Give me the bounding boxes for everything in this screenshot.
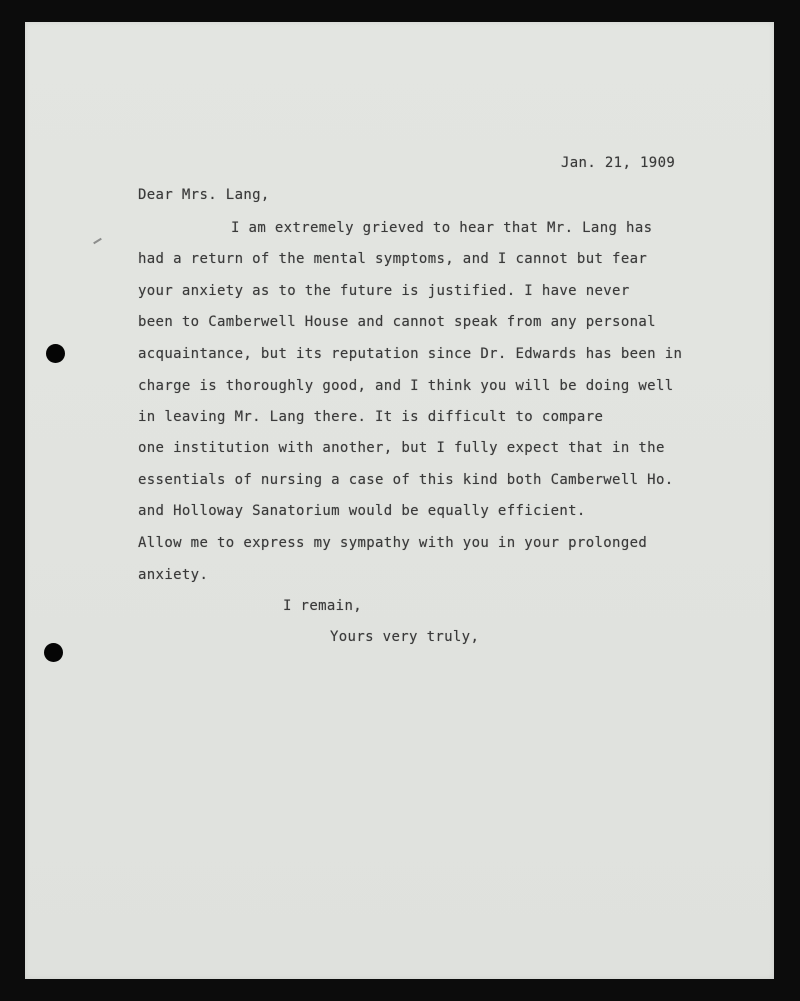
- body-line-4: been to Camberwell House and cannot speak from any personal: [138, 314, 656, 330]
- body-line-7: in leaving Mr. Lang there. It is difficult to compare: [138, 409, 604, 425]
- body-line-12: anxiety.: [138, 567, 209, 583]
- body-line-9: essentials of nursing a case of this kind both Camberwell Ho.: [138, 472, 674, 488]
- body-line-8: one institution with another, but I fully expect that in the: [138, 440, 665, 456]
- body-line-5: acquaintance, but its reputation since Dr. Edwards has been in: [138, 346, 683, 362]
- letter-date: Jan. 21, 1909: [561, 155, 676, 171]
- body-line-2: had a return of the mental symptoms, and I cannot but fear: [138, 251, 648, 267]
- closing-remain: I remain,: [283, 598, 363, 614]
- body-line-11: Allow me to express my sympathy with you in your prolonged: [138, 535, 648, 551]
- letter-salutation: Dear Mrs. Lang,: [138, 187, 270, 203]
- closing-signoff: Yours very truly,: [330, 629, 480, 645]
- body-line-6: charge is thoroughly good, and I think you will be doing well: [138, 378, 674, 394]
- punch-hole-bottom: [44, 643, 63, 662]
- body-line-1: I am extremely grieved to hear that Mr. Lang has: [231, 220, 653, 236]
- punch-hole-top: [46, 344, 65, 363]
- body-line-3: your anxiety as to the future is justified. I have never: [138, 283, 630, 299]
- body-line-10: and Holloway Sanatorium would be equally efficient.: [138, 503, 586, 519]
